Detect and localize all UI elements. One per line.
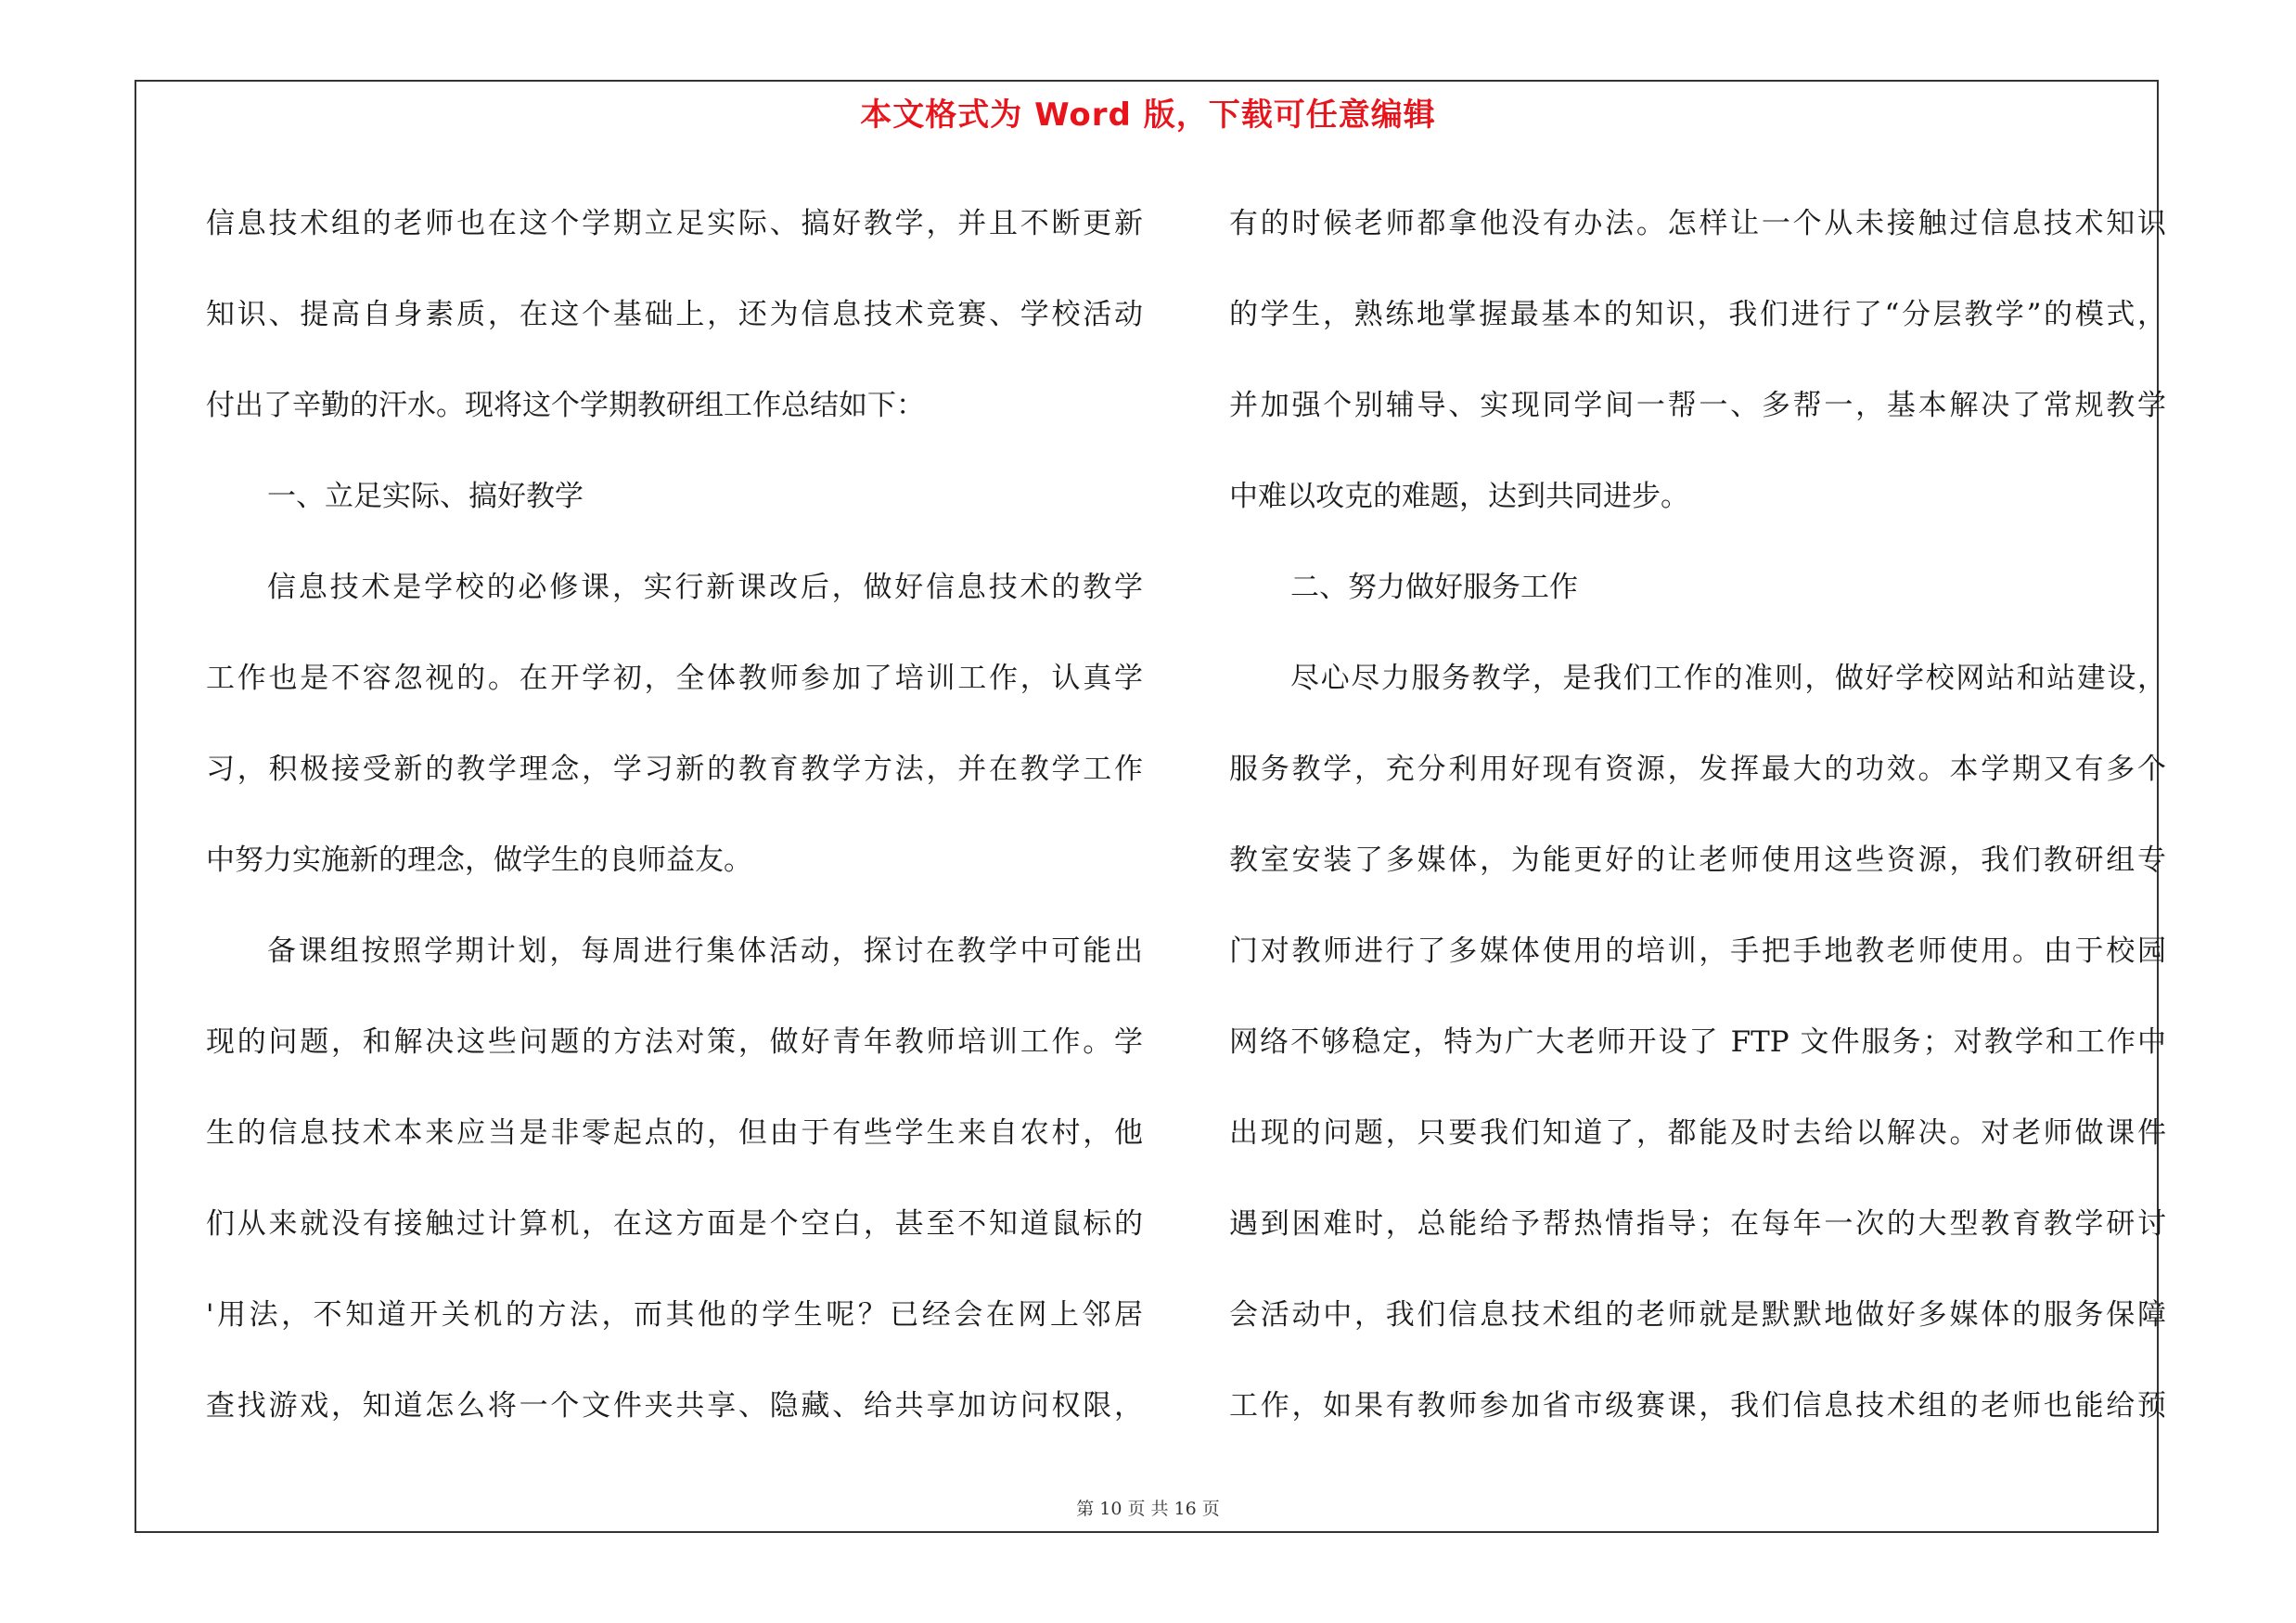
text-line: 中难以攻克的难题，达到共同进步。: [1229, 480, 1689, 513]
text-line: 信息技术是学校的必修课，实行新课改后，做好信息技术的教学: [267, 571, 1143, 604]
text-line: 工作也是不容忽视的。在开学初，全体教师参加了培训工作，认真学: [206, 662, 1143, 695]
text-line: 信息技术组的老师也在这个学期立足实际、搞好教学，并且不断更新: [206, 207, 1143, 240]
text-line: 门对教师进行了多媒体使用的培训，手把手地教老师使用。由于校园: [1229, 934, 2166, 968]
text-line: 并加强个别辅导、实现同学间一帮一、多帮一，基本解决了常规教学: [1229, 389, 2166, 422]
text-line: 们从来就没有接触过计算机，在这方面是个空白，甚至不知道鼠标的: [206, 1207, 1143, 1241]
page-number: 第 10 页 共 16 页: [1076, 1499, 1220, 1519]
text-line: 现的问题，和解决这些问题的方法对策，做好青年教师培训工作。学: [206, 1025, 1143, 1059]
text-line: 备课组按照学期计划，每周进行集体活动，探讨在教学中可能出: [267, 934, 1143, 968]
text-line: 一、立足实际、搞好教学: [267, 480, 584, 513]
left-column: [206, 178, 1143, 1451]
text-line: 有的时候老师都拿他没有办法。怎样让一个从未接触过信息技术知识: [1229, 207, 2166, 240]
format-banner: 本文格式为 Word 版，下载可任意编辑: [860, 97, 1436, 134]
text-line: 会活动中，我们信息技术组的老师就是默默地做好多媒体的服务保障: [1229, 1298, 2166, 1332]
text-line: 中努力实施新的理念，做学生的良师益友。: [206, 844, 752, 877]
text-line: 付出了辛勤的汗水。现将这个学期教研组工作总结如下：: [206, 389, 925, 422]
text-line: 教室安装了多媒体，为能更好的让老师使用这些资源，我们教研组专: [1229, 844, 2166, 877]
text-line: 工作，如果有教师参加省市级赛课，我们信息技术组的老师也能给预: [1229, 1389, 2166, 1423]
text-line: 出现的问题，只要我们知道了，都能及时去给以解决。对老师做课件: [1229, 1116, 2166, 1150]
text-line: 生的信息技术本来应当是非零起点的，但由于有些学生来自农村，他: [206, 1116, 1143, 1150]
text-line: 查找游戏，知道怎么将一个文件夹共享、隐藏、给共享加访问权限，: [206, 1389, 1143, 1423]
text-line: 的学生，熟练地掌握最基本的知识，我们进行了“分层教学”的模式，: [1229, 298, 2166, 331]
right-column: [1229, 178, 2166, 1451]
text-line: 网络不够稳定，特为广大老师开设了 FTP 文件服务；对教学和工作中: [1229, 1025, 2166, 1059]
text-line: 尽心尽力服务教学，是我们工作的准则，做好学校网站和站建设，: [1290, 662, 2166, 695]
text-line: 遇到困难时，总能给予帮热情指导；在每年一次的大型教育教学研讨: [1229, 1207, 2166, 1241]
text-line: 习，积极接受新的教学理念，学习新的教育教学方法，并在教学工作: [206, 753, 1143, 786]
text-line: '用法，不知道开关机的方法，而其他的学生呢？已经会在网上邻居: [206, 1298, 1143, 1332]
text-line: 服务教学，充分利用好现有资源，发挥最大的功效。本学期又有多个: [1229, 753, 2166, 786]
text-line: 知识、提高自身素质，在这个基础上，还为信息技术竞赛、学校活动: [206, 298, 1143, 331]
text-line: 二、努力做好服务工作: [1290, 571, 1578, 604]
